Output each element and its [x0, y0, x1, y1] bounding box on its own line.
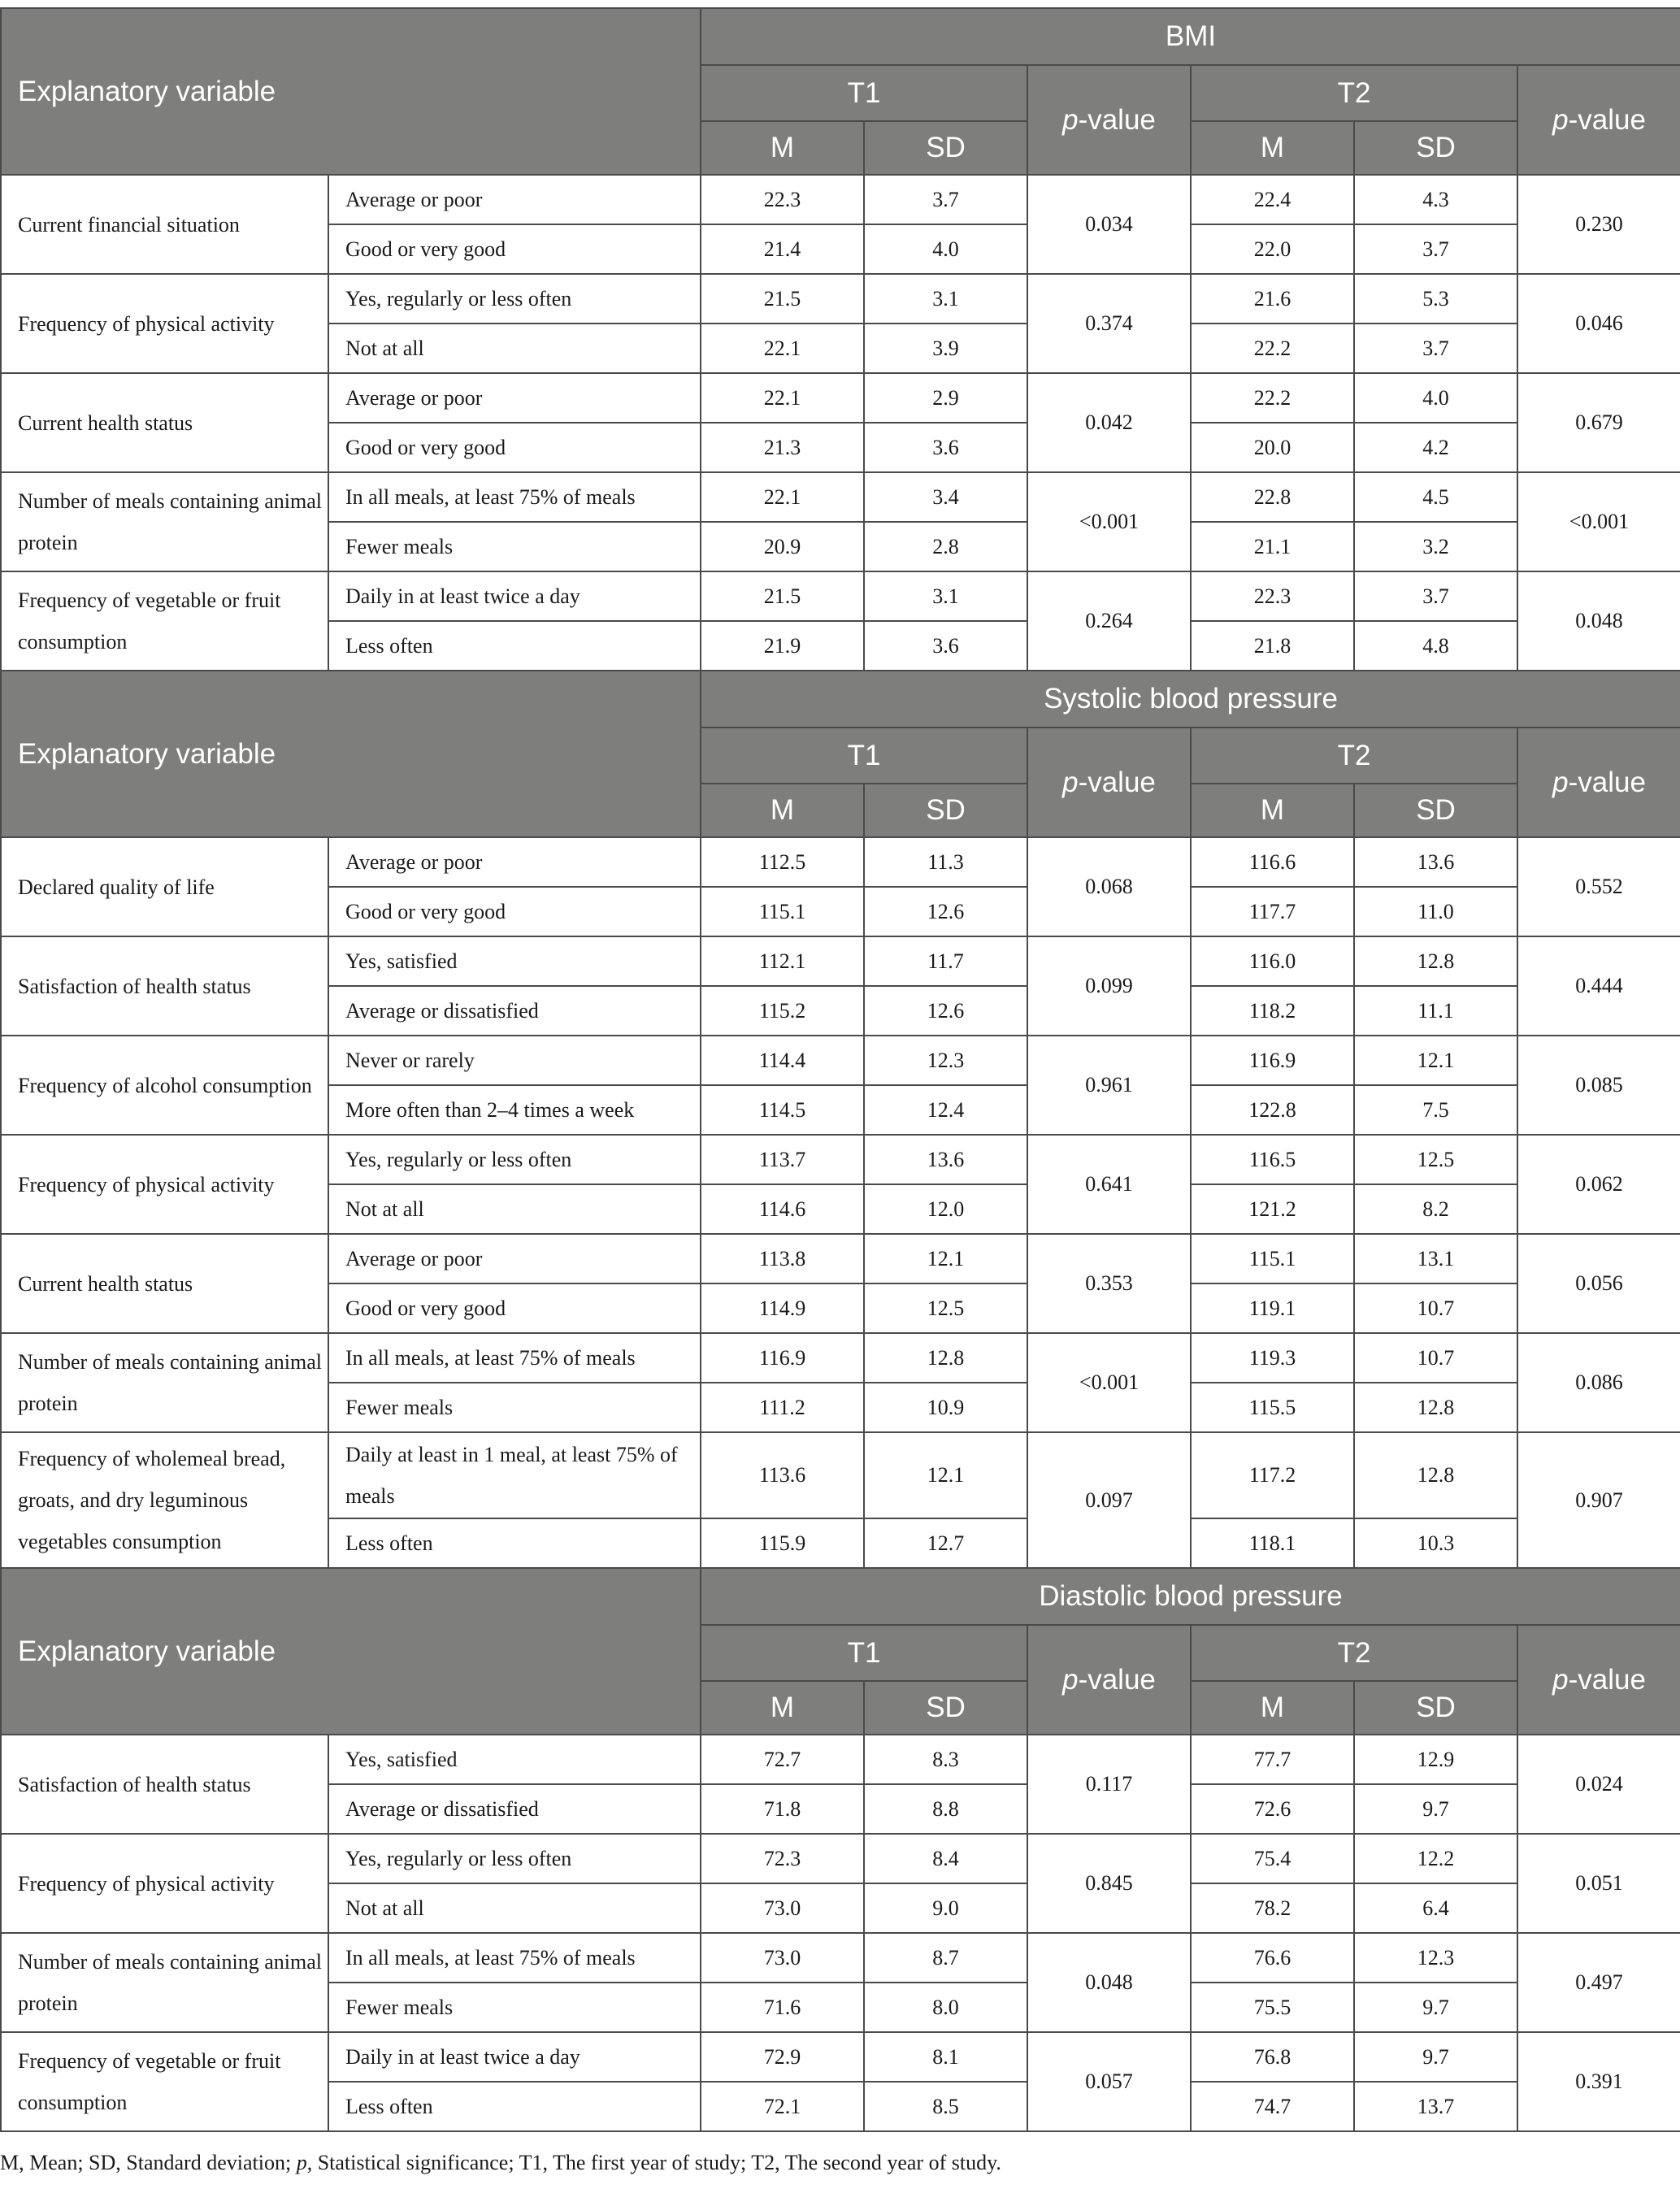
t1-sd: 3.9: [864, 324, 1027, 373]
t2-sd: 12.8: [1354, 1432, 1517, 1518]
category-label: Daily in at least twice a day: [328, 571, 701, 621]
category-label: Average or dissatisfied: [328, 986, 701, 1036]
table-row: [1, 936, 1680, 986]
t2-mean: 76.6: [1191, 1933, 1354, 1983]
t2-p-value: 0.085: [1517, 1036, 1680, 1135]
t2-sd: 8.2: [1354, 1184, 1517, 1234]
t1-mean: 112.5: [701, 837, 864, 887]
category-label: Average or poor: [328, 373, 701, 423]
category-label: Yes, satisfied: [328, 1735, 701, 1784]
category-label: In all meals, at least 75% of meals: [328, 1333, 701, 1383]
t2-p-value: 0.046: [1517, 274, 1680, 373]
category-label: Not at all: [328, 1883, 701, 1933]
p-value-header: [1517, 65, 1680, 175]
t2-mean: 74.7: [1191, 2082, 1354, 2131]
mean-header: M: [1191, 121, 1354, 175]
t2-sd: 4.3: [1354, 175, 1517, 224]
t1-mean: 22.1: [701, 373, 864, 423]
t2-mean: 77.7: [1191, 1735, 1354, 1784]
t1-p-value: 0.057: [1027, 2032, 1191, 2131]
t1-mean: 72.7: [701, 1735, 864, 1784]
t2-mean: 22.3: [1191, 571, 1354, 621]
t1-mean: 73.0: [701, 1883, 864, 1933]
t2-p-value: 0.230: [1517, 175, 1680, 274]
t2-mean: 116.6: [1191, 837, 1354, 887]
t1-mean: 21.5: [701, 274, 864, 324]
t2-sd: 13.6: [1354, 837, 1517, 887]
table-row: [1, 1834, 1680, 1883]
t2-p-value: 0.062: [1517, 1135, 1680, 1234]
section-header-row: [1, 8, 1680, 65]
explanatory-variable: Frequency of vegetable or fruit consumption: [1, 2032, 328, 2131]
t1-sd: 8.0: [864, 1983, 1027, 2032]
t1-mean: 114.4: [701, 1036, 864, 1085]
t1-p-value: <0.001: [1027, 472, 1191, 571]
category-label: Average or poor: [328, 837, 701, 887]
t1-p-value: 0.641: [1027, 1135, 1191, 1234]
t2-sd: 12.2: [1354, 1834, 1517, 1883]
t2-sd: 12.3: [1354, 1933, 1517, 1983]
t2-sd: 4.0: [1354, 373, 1517, 423]
table-row: [1, 175, 1680, 224]
t2-p-value: 0.024: [1517, 1735, 1680, 1834]
explanatory-variable: Current health status: [1, 1234, 328, 1333]
t1-p-value: 0.961: [1027, 1036, 1191, 1135]
table-row: [1, 1735, 1680, 1784]
t2-sd: 4.2: [1354, 423, 1517, 472]
t2-p-value: 0.679: [1517, 373, 1680, 472]
category-label: Good or very good: [328, 1283, 701, 1333]
t1-p-value: 0.374: [1027, 274, 1191, 373]
p-value-suffix: -value: [1078, 766, 1156, 798]
t2-mean: 119.1: [1191, 1283, 1354, 1333]
t1-mean: 22.1: [701, 324, 864, 373]
t2-mean: 22.4: [1191, 175, 1354, 224]
sd-header: SD: [864, 784, 1027, 837]
t1-p-value: 0.353: [1027, 1234, 1191, 1333]
p-letter: p: [1552, 103, 1569, 136]
p-letter: p: [1062, 1663, 1079, 1696]
t2-p-value: 0.056: [1517, 1234, 1680, 1333]
table-row: [1, 571, 1680, 621]
explanatory-variable: Frequency of physical activity: [1, 1135, 328, 1234]
category-label: Not at all: [328, 1184, 701, 1234]
t1-p-value: 0.099: [1027, 936, 1191, 1036]
t2-mean: 119.3: [1191, 1333, 1354, 1383]
explanatory-variable: Frequency of physical activity: [1, 274, 328, 373]
p-value-header: [1517, 727, 1680, 837]
t1-sd: 3.6: [864, 423, 1027, 472]
t2-mean: 21.6: [1191, 274, 1354, 324]
footnote-text-1: M, Mean; SD, Standard deviation;: [0, 2151, 297, 2174]
t1-sd: 8.5: [864, 2082, 1027, 2131]
t1-mean: 21.4: [701, 224, 864, 274]
explanatory-variable-header: Explanatory variable: [1, 8, 701, 175]
t1-mean: 112.1: [701, 936, 864, 986]
explanatory-variable: Satisfaction of health status: [1, 1735, 328, 1834]
explanatory-variable: Frequency of vegetable or fruit consumption: [1, 571, 328, 671]
t2-sd: 9.7: [1354, 2032, 1517, 2082]
t1-mean: 21.9: [701, 621, 864, 671]
t2-sd: 3.7: [1354, 571, 1517, 621]
t1-header: T1: [701, 65, 1027, 121]
t2-mean: 22.0: [1191, 224, 1354, 274]
category-label: Yes, regularly or less often: [328, 274, 701, 324]
t1-p-value: 0.042: [1027, 373, 1191, 472]
t1-mean: 114.5: [701, 1085, 864, 1135]
t1-sd: 12.5: [864, 1283, 1027, 1333]
table-row: [1, 1432, 1680, 1518]
t2-sd: 4.5: [1354, 472, 1517, 522]
t2-sd: 12.1: [1354, 1036, 1517, 1085]
t1-mean: 115.1: [701, 887, 864, 936]
category-label: Not at all: [328, 324, 701, 373]
t2-mean: 21.1: [1191, 522, 1354, 571]
t1-mean: 21.3: [701, 423, 864, 472]
t2-sd: 13.7: [1354, 2082, 1517, 2131]
t2-mean: 22.2: [1191, 324, 1354, 373]
section-title: BMI: [701, 8, 1680, 65]
t1-mean: 111.2: [701, 1383, 864, 1432]
t1-sd: 12.8: [864, 1333, 1027, 1383]
t2-mean: 115.1: [1191, 1234, 1354, 1283]
t2-sd: 3.7: [1354, 224, 1517, 274]
section-header-row: [1, 671, 1680, 727]
category-label: Yes, satisfied: [328, 936, 701, 986]
t2-mean: 78.2: [1191, 1883, 1354, 1933]
category-label: Good or very good: [328, 224, 701, 274]
category-label: Daily in at least twice a day: [328, 2032, 701, 2082]
category-label: Good or very good: [328, 423, 701, 472]
t1-mean: 71.8: [701, 1784, 864, 1834]
category-label: Yes, regularly or less often: [328, 1135, 701, 1184]
t1-sd: 2.8: [864, 522, 1027, 571]
mean-header: M: [701, 121, 864, 175]
explanatory-variable: Declared quality of life: [1, 837, 328, 936]
category-label: Average or poor: [328, 175, 701, 224]
t1-sd: 12.7: [864, 1518, 1027, 1568]
p-value-header: [1027, 1625, 1191, 1735]
t1-header: T1: [701, 727, 1027, 784]
t1-sd: 3.1: [864, 274, 1027, 324]
mean-header: M: [1191, 1681, 1354, 1735]
t1-sd: 3.7: [864, 175, 1027, 224]
results-table: [0, 7, 1680, 2132]
table-row: [1, 837, 1680, 887]
t1-sd: 12.1: [864, 1432, 1027, 1518]
p-letter: p: [1552, 766, 1569, 798]
t2-mean: 122.8: [1191, 1085, 1354, 1135]
t1-sd: 8.8: [864, 1784, 1027, 1834]
t1-mean: 22.3: [701, 175, 864, 224]
t1-mean: 113.7: [701, 1135, 864, 1184]
table-footnote: [0, 2151, 1001, 2175]
t1-sd: 12.0: [864, 1184, 1027, 1234]
section-title: Diastolic blood pressure: [701, 1568, 1680, 1625]
t2-sd: 11.0: [1354, 887, 1517, 936]
category-label: Yes, regularly or less often: [328, 1834, 701, 1883]
t1-mean: 115.2: [701, 986, 864, 1036]
table-row: [1, 1234, 1680, 1283]
t2-mean: 22.8: [1191, 472, 1354, 522]
t2-sd: 9.7: [1354, 1983, 1517, 2032]
t2-sd: 7.5: [1354, 1085, 1517, 1135]
p-value-suffix: -value: [1078, 1663, 1156, 1696]
table-row: [1, 373, 1680, 423]
footnote-text-2: , Statistical significance; T1, The first year of study; T2, The second year of study.: [306, 2151, 1001, 2174]
t2-header: T2: [1191, 65, 1517, 121]
table-row: [1, 274, 1680, 324]
category-label: Daily at least in 1 meal, at least 75% of meals: [328, 1432, 701, 1518]
explanatory-variable: Current financial situation: [1, 175, 328, 274]
table-row: [1, 1933, 1680, 1983]
p-value-suffix: -value: [1568, 766, 1646, 798]
explanatory-variable: Current health status: [1, 373, 328, 472]
t1-sd: 13.6: [864, 1135, 1027, 1184]
t1-p-value: 0.068: [1027, 837, 1191, 936]
category-label: Fewer meals: [328, 1383, 701, 1432]
t2-p-value: <0.001: [1517, 472, 1680, 571]
p-value-header: [1027, 65, 1191, 175]
t1-sd: 8.4: [864, 1834, 1027, 1883]
p-letter: p: [1062, 103, 1079, 136]
t2-p-value: 0.086: [1517, 1333, 1680, 1432]
category-label: Average or poor: [328, 1234, 701, 1283]
t2-mean: 115.5: [1191, 1383, 1354, 1432]
p-letter: p: [1552, 1663, 1569, 1696]
explanatory-variable: Frequency of alcohol consumption: [1, 1036, 328, 1135]
t1-p-value: 0.117: [1027, 1735, 1191, 1834]
t1-mean: 113.8: [701, 1234, 864, 1283]
t1-sd: 12.6: [864, 986, 1027, 1036]
t1-p-value: <0.001: [1027, 1333, 1191, 1432]
t2-sd: 12.8: [1354, 936, 1517, 986]
sd-header: SD: [864, 121, 1027, 175]
t2-p-value: 0.907: [1517, 1432, 1680, 1568]
category-label: Less often: [328, 2082, 701, 2131]
t1-p-value: 0.097: [1027, 1432, 1191, 1568]
explanatory-variable: Number of meals containing animal protein: [1, 472, 328, 571]
t2-sd: 11.1: [1354, 986, 1517, 1036]
t2-p-value: 0.497: [1517, 1933, 1680, 2032]
category-label: In all meals, at least 75% of meals: [328, 1933, 701, 1983]
category-label: Good or very good: [328, 887, 701, 936]
explanatory-variable: Frequency of wholemeal bread, groats, and dry leguminous vegetables consumption: [1, 1432, 328, 1568]
t1-mean: 114.9: [701, 1283, 864, 1333]
t2-sd: 10.3: [1354, 1518, 1517, 1568]
t2-sd: 3.2: [1354, 522, 1517, 571]
t2-header: T2: [1191, 727, 1517, 784]
section-title: Systolic blood pressure: [701, 671, 1680, 727]
t1-mean: 71.6: [701, 1983, 864, 2032]
explanatory-variable-header: Explanatory variable: [1, 671, 701, 837]
category-label: More often than 2–4 times a week: [328, 1085, 701, 1135]
t1-sd: 3.6: [864, 621, 1027, 671]
t2-sd: 12.9: [1354, 1735, 1517, 1784]
t1-mean: 73.0: [701, 1933, 864, 1983]
t2-sd: 6.4: [1354, 1883, 1517, 1933]
t1-sd: 4.0: [864, 224, 1027, 274]
t1-sd: 12.4: [864, 1085, 1027, 1135]
category-label: In all meals, at least 75% of meals: [328, 472, 701, 522]
t1-mean: 22.1: [701, 472, 864, 522]
t2-sd: 10.7: [1354, 1333, 1517, 1383]
t2-mean: 118.1: [1191, 1518, 1354, 1568]
mean-header: M: [701, 1681, 864, 1735]
t2-mean: 75.4: [1191, 1834, 1354, 1883]
t1-sd: 12.1: [864, 1234, 1027, 1283]
t1-sd: 8.7: [864, 1933, 1027, 1983]
t2-mean: 116.5: [1191, 1135, 1354, 1184]
t1-sd: 11.3: [864, 837, 1027, 887]
t1-mean: 115.9: [701, 1518, 864, 1568]
t1-p-value: 0.845: [1027, 1834, 1191, 1933]
t1-mean: 72.9: [701, 2032, 864, 2082]
footnote-p: p: [296, 2151, 307, 2174]
sd-header: SD: [864, 1681, 1027, 1735]
t1-sd: 10.9: [864, 1383, 1027, 1432]
t2-p-value: 0.391: [1517, 2032, 1680, 2131]
t2-mean: 76.8: [1191, 2032, 1354, 2082]
p-value-header: [1027, 727, 1191, 837]
t1-mean: 116.9: [701, 1333, 864, 1383]
explanatory-variable-header: Explanatory variable: [1, 1568, 701, 1735]
table-row: [1, 1036, 1680, 1085]
t2-mean: 116.9: [1191, 1036, 1354, 1085]
table-row: [1, 1333, 1680, 1383]
p-letter: p: [1062, 766, 1079, 798]
t1-p-value: 0.034: [1027, 175, 1191, 274]
t2-header: T2: [1191, 1625, 1517, 1681]
t1-mean: 20.9: [701, 522, 864, 571]
t2-mean: 20.0: [1191, 423, 1354, 472]
table-row: [1, 2032, 1680, 2082]
explanatory-variable: Frequency of physical activity: [1, 1834, 328, 1933]
t2-p-value: 0.051: [1517, 1834, 1680, 1933]
t1-mean: 72.1: [701, 2082, 864, 2131]
t2-p-value: 0.048: [1517, 571, 1680, 671]
section-header-row: [1, 1568, 1680, 1625]
table-row: [1, 472, 1680, 522]
t1-mean: 113.6: [701, 1432, 864, 1518]
t2-mean: 21.8: [1191, 621, 1354, 671]
t2-mean: 116.0: [1191, 936, 1354, 986]
t2-mean: 121.2: [1191, 1184, 1354, 1234]
category-label: Never or rarely: [328, 1036, 701, 1085]
category-label: Less often: [328, 621, 701, 671]
category-label: Less often: [328, 1518, 701, 1568]
t2-sd: 12.5: [1354, 1135, 1517, 1184]
t1-sd: 11.7: [864, 936, 1027, 986]
category-label: Fewer meals: [328, 522, 701, 571]
t2-mean: 117.2: [1191, 1432, 1354, 1518]
t2-mean: 117.7: [1191, 887, 1354, 936]
category-label: Average or dissatisfied: [328, 1784, 701, 1834]
t1-sd: 12.6: [864, 887, 1027, 936]
t1-header: T1: [701, 1625, 1027, 1681]
p-value-header: [1517, 1625, 1680, 1735]
t1-sd: 8.1: [864, 2032, 1027, 2082]
t1-sd: 3.4: [864, 472, 1027, 522]
t2-sd: 5.3: [1354, 274, 1517, 324]
t1-sd: 3.1: [864, 571, 1027, 621]
p-value-suffix: -value: [1078, 103, 1156, 136]
t1-mean: 21.5: [701, 571, 864, 621]
t1-sd: 8.3: [864, 1735, 1027, 1784]
table-row: [1, 1135, 1680, 1184]
t1-sd: 9.0: [864, 1883, 1027, 1933]
p-value-suffix: -value: [1568, 103, 1646, 136]
explanatory-variable: Number of meals containing animal protein: [1, 1333, 328, 1432]
sd-header: SD: [1354, 1681, 1517, 1735]
explanatory-variable: Number of meals containing animal protein: [1, 1933, 328, 2032]
t1-mean: 72.3: [701, 1834, 864, 1883]
t2-p-value: 0.444: [1517, 936, 1680, 1036]
t2-mean: 118.2: [1191, 986, 1354, 1036]
t2-mean: 75.5: [1191, 1983, 1354, 2032]
sd-header: SD: [1354, 121, 1517, 175]
t1-p-value: 0.048: [1027, 1933, 1191, 2032]
t2-p-value: 0.552: [1517, 837, 1680, 936]
t2-sd: 10.7: [1354, 1283, 1517, 1333]
t1-sd: 2.9: [864, 373, 1027, 423]
explanatory-variable: Satisfaction of health status: [1, 936, 328, 1036]
t2-sd: 4.8: [1354, 621, 1517, 671]
p-value-suffix: -value: [1568, 1663, 1646, 1696]
t2-sd: 3.7: [1354, 324, 1517, 373]
t2-sd: 12.8: [1354, 1383, 1517, 1432]
category-label: Fewer meals: [328, 1983, 701, 2032]
t2-sd: 9.7: [1354, 1784, 1517, 1834]
t2-sd: 13.1: [1354, 1234, 1517, 1283]
t1-p-value: 0.264: [1027, 571, 1191, 671]
t1-mean: 114.6: [701, 1184, 864, 1234]
sd-header: SD: [1354, 784, 1517, 837]
t2-mean: 72.6: [1191, 1784, 1354, 1834]
t2-mean: 22.2: [1191, 373, 1354, 423]
mean-header: M: [1191, 784, 1354, 837]
mean-header: M: [701, 784, 864, 837]
t1-sd: 12.3: [864, 1036, 1027, 1085]
